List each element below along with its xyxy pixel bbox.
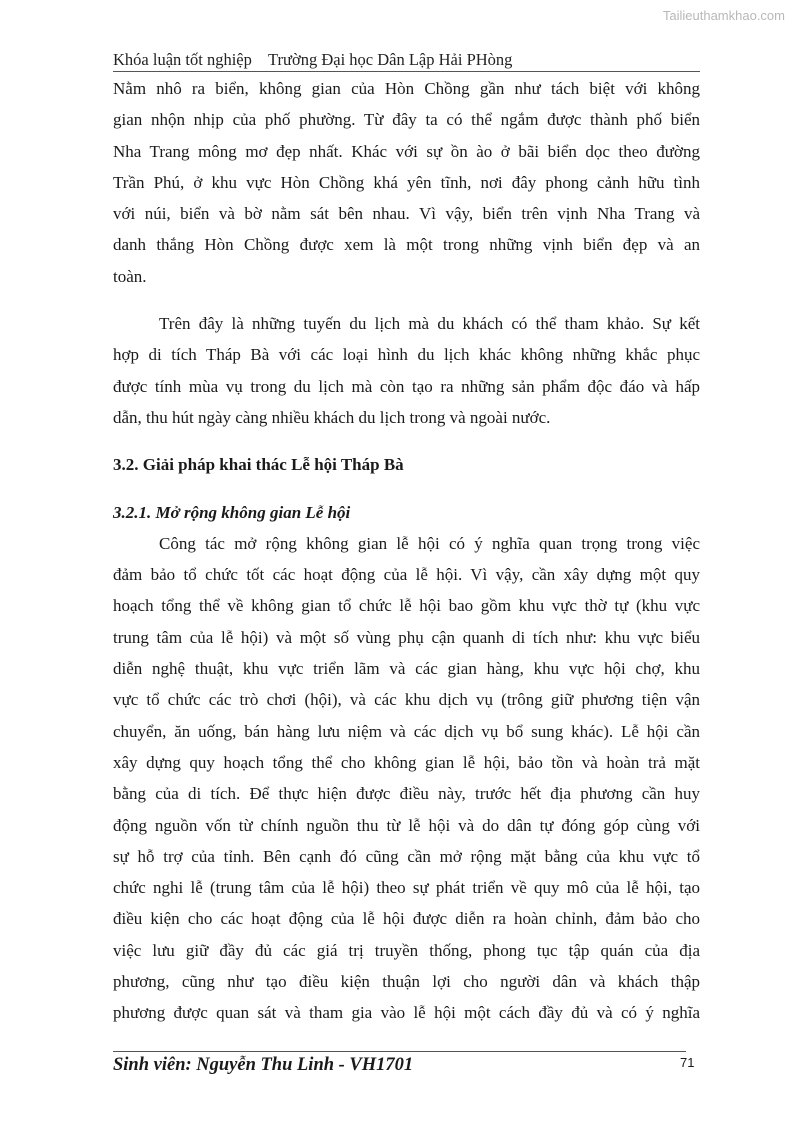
text-line: bằng của di tích. Để thực hiện được điều này, trước hết địa phương cần huy [113, 784, 700, 804]
paragraph-festival-space [113, 528, 700, 1029]
text-line: chức nghi lễ (trung tâm của lễ hội) theo sự phát triển về quy mô của lễ hội, tạo [113, 878, 700, 898]
text-line: động nguồn vốn từ chính nguồn thu từ lễ hội và do dân tự đóng góp cùng với [113, 815, 700, 835]
text-line: được tính mùa vụ trong du lịch mà còn tạo ra những sản phẩm độc đáo và hấp [113, 376, 700, 396]
paragraph-gap [113, 433, 700, 449]
text-line: Trên đây là những tuyến du lịch mà du khách có thể tham khảo. Sự kết [159, 314, 700, 334]
page-header: Khóa luận tốt nghiệp Trường Đại học Dân Lập Hải PHòng [113, 50, 513, 69]
footer-author: Sinh viên: Nguyễn Thu Linh - VH1701 [113, 1055, 414, 1075]
text-line: với núi, biển và bờ nằm sát bên nhau. Vì vậy, biển trên vịnh Nha Trang và [113, 204, 700, 224]
section-heading: 3.2. Giải pháp khai thác Lễ hội Tháp Bà [113, 455, 404, 475]
page-number: 71 [680, 1055, 695, 1070]
text-line: vực tổ chức các trò chơi (hội), và các khu dịch vụ (trông giữ phương tiện vận [113, 690, 700, 710]
text-line: Nằm nhô ra biển, không gian của Hòn Chồng gần như tách biệt với không [113, 79, 700, 98]
text-line: hoạch tổng thể về không gian tổ chức lễ hội bao gồm khu vực thờ tự (khu vực [113, 596, 700, 616]
paragraph-gap [113, 481, 700, 497]
text-line: phương, cũng như tạo điều kiện thuận lợi cho người dân và khách thập [113, 972, 700, 992]
body-content [113, 73, 700, 1029]
text-line: đảm bảo tổ chức tốt các hoạt động của lễ hội. Vì vậy, cần xây dựng một quy [113, 565, 700, 585]
paragraph-gap [113, 292, 700, 308]
text-line: danh thắng Hòn Chồng được xem là một trong những vịnh biển đẹp và an [113, 235, 700, 255]
text-line: sự hỗ trợ của tỉnh. Bên cạnh đó cũng cần mở rộng mặt bằng của khu vực tổ [113, 846, 700, 866]
text-line: xây dựng quy hoạch tổng thể cho không gian lễ hội, bảo tồn và hoàn trả mặt [113, 752, 700, 772]
text-line: toàn. [113, 266, 147, 286]
subsection-heading: 3.2.1. Mở rộng không gian Lễ hội [113, 502, 351, 522]
text-line: Trần Phú, ở khu vực Hòn Chồng khá yên tĩnh, nơi đây phong cảnh hữu tình [113, 172, 700, 192]
text-line: dẫn, thu hút ngày càng nhiều khách du lịch trong và ngoài nước. [113, 407, 551, 427]
watermark-text: Tailieuthamkhao.com [662, 8, 785, 23]
paragraph-hon-chong [113, 73, 700, 292]
text-line: diễn nghệ thuật, khu vực triển lãm và các gian hàng, khu vực hội chợ, khu [113, 659, 700, 679]
text-line: phương được quan sát và tham gia vào lễ hội một cách đầy đủ và có ý nghĩa [113, 1003, 700, 1023]
text-line: điều kiện cho các hoạt động của lễ hội được diễn ra hoàn chỉnh, đảm bảo cho [113, 909, 700, 929]
text-line: gian nhộn nhịp của phố phường. Từ đây ta có thể ngắm được thành phố biển [113, 110, 700, 130]
text-line: Công tác mở rộng không gian lễ hội có ý nghĩa quan trọng trong việc [159, 533, 700, 553]
text-line: trung tâm của lễ hội) và một số vùng phụ cận quanh di tích như: khu vực biểu [113, 627, 700, 647]
header-divider [113, 71, 700, 72]
text-line: Nha Trang mông mơ đẹp nhất. Khác với sự ồn ào ở bãi biển dọc theo đường [113, 141, 700, 161]
text-line: chuyển, ăn uống, bán hàng lưu niệm và các dịch vụ bổ sung khác). Lễ hội cần [113, 721, 700, 741]
text-line: hợp di tích Tháp Bà với các loại hình du lịch khác không những khắc phục [113, 345, 700, 365]
paragraph-tour-summary [113, 308, 700, 433]
text-line: việc lưu giữ đầy đủ các giá trị truyền thống, phong tục tập quán của địa [113, 940, 700, 960]
footer-divider [113, 1051, 686, 1052]
